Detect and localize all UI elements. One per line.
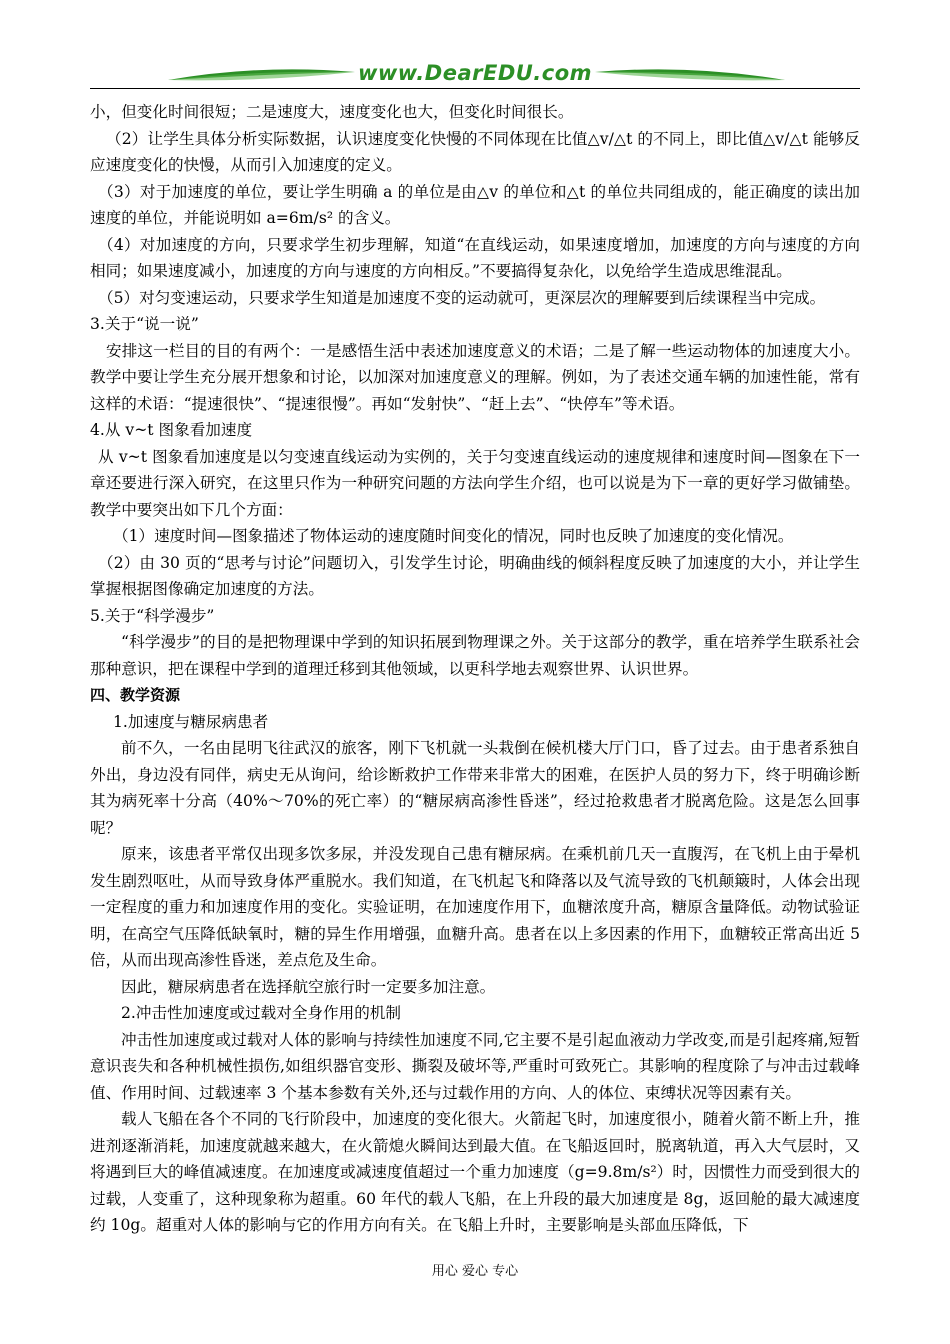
paragraph: （2）由 30 页的“思考与讨论”问题切入，引发学生讨论，明确曲线的倾斜程度反映了加速度的大小，并让学生掌握根据图像确定加速度的方法。 [90,553,860,598]
section-heading: 5.关于“科学漫步” [90,606,215,625]
paragraph: （5）对匀变速运动，只要求学生知道是加速度不变的运动就可，更深层次的理解要到后续课程当中完成。 [98,288,826,307]
paragraph: 冲击性加速度或过载对人体的影响与持续性加速度不同,它主要不是引起血液动力学改变,而是引起疼痛,短暂意识丧失和各种机械性损伤,如组织器官变形、撕裂及破坏等,严重时可致死亡。其影响的程度除了与冲击过载峰值、作用时间、过载速率 3 个基本参数有关外,还与过载作用的方向、人的体位、束缚状况等因素有关。 [90,1030,860,1102]
section-heading: 3.关于“说一说” [90,315,199,333]
chapter-heading: 四、教学资源 [90,686,181,704]
paragraph: “科学漫步”的目的是把物理课中学到的知识拓展到物理课之外。关于这部分的教学，重在培养学生联系社会那种意识，把在课程中学到的道理迁移到其他领域，以更科学地去观察世界、认识世界。 [90,633,860,678]
paragraph: （2）让学生具体分析实际数据，认识速度变化快慢的不同体现在比值△v/△t 的不同上，即比值△v/△t 能够反应速度变化的快慢，从而引入加速度的定义。 [90,129,860,174]
paragraph: 安排这一栏目的目的有两个：一是感悟生活中表述加速度意义的术语；二是了解一些运动物体的加速度大小。教学中要让学生充分展开想象和讨论，以加深对加速度意义的理解。例如，为了表述交通车辆的加速性能，常有这样的术语：“提速很快”、“提速很慢”。再如“发射快”、“赶上去”、“快停车”等术语。 [90,341,860,413]
paragraph: 从 v~t 图象看加速度是以匀变速直线运动为实例的，关于匀变速直线运动的速度规律和速度时间—图象在下一章还要进行深入研究，在这里只作为一种研究问题的方法向学生介绍，也可以说是为下一章的更好学习做铺垫。教学中要突出如下几个方面： [90,447,860,519]
section-heading: 4.从 v~t 图象看加速度 [90,421,253,439]
document-body [90,99,860,1239]
paragraph: 小，但变化时间很短；二是速度大，速度变化也大，但变化时间很长。 [90,103,574,121]
paragraph: 前不久，一名由昆明飞往武汉的旅客，刚下飞机就一头栽倒在候机楼大厅门口，昏了过去。由于患者系独自外出，身边没有同伴，病史无从询问，给诊断救护工作带来非常大的困难，在医护人员的努力下，终于明确诊断其为病死率十分高（40%～70%的死亡率）的“糖尿病高渗性昏迷”，经过抢救患者才脱离危险。这是怎么回事呢？ [90,739,860,837]
page-footer: 用心 爱心 专心 [431,1264,519,1279]
site-logo-text: www.DearEDU.com [357,61,593,85]
page-header [90,58,860,92]
paragraph: 载人飞船在各个不同的飞行阶段中，加速度的变化很大。火箭起飞时，加速度很小，随着火箭不断上升，推进剂逐渐消耗，加速度就越来越大，在火箭熄火瞬间达到最大值。在飞船返回时，脱离轨道，再入大气层时，又将遇到巨大的峰值减速度。在加速度或减速度值超过一个重力加速度（g=9.8m/s²）时，因惯性力而受到很大的过载，人变重了，这种现象称为超重。60 年代的载人飞船，在上升段的最大加速度是 8g，返回舱的最大减速度约 10g。超重对人体的影响与它的作用方向有关。在飞船上升时，主要影响是头部血压降低，下 [90,1110,860,1234]
header-divider [90,88,860,89]
paragraph: （1）速度时间—图象描述了物体运动的速度随时间变化的情况，同时也反映了加速度的变化情况。 [113,527,794,545]
paragraph: （3）对于加速度的单位，要让学生明确 a 的单位是由△v 的单位和△t 的单位共同组成的，能正确度的读出加速度的单位，并能说明如 a=6m/s² 的含义。 [90,182,860,227]
subsection-heading: 1.加速度与糖尿病患者 [113,712,269,731]
paragraph: 因此，糖尿病患者在选择航空旅行时一定要多加注意。 [121,977,496,996]
paragraph: 原来，该患者平常仅出现多饮多尿，并没发现自己患有糖尿病。在乘机前几天一直腹泻，在飞机上由于晕机发生剧烈呕吐，从而导致身体严重脱水。我们知道，在飞机起飞和降落以及气流导致的飞机颠簸时，人体会出现一定程度的重力和加速度作用的变化。实验证明，在加速度作用下，血糖浓度升高，糖原含量降低。动物试验证明，在高空气压降低缺氧时，糖的异生作用增强，血糖升高。患者在以上多因素的作用下，血糖较正常高出近 5 倍，从而出现高渗性昏迷，差点危及生命。 [90,845,860,969]
paragraph: （4）对加速度的方向，只要求学生初步理解，知道“在直线运动，如果速度增加，加速度的方向与速度的方向相同；如果速度减小，加速度的方向与速度的方向相反。”不要搞得复杂化，以免给学生造成思维混乱。 [90,235,860,280]
subsection-heading: 2.冲击性加速度或过载对全身作用的机制 [121,1004,401,1022]
